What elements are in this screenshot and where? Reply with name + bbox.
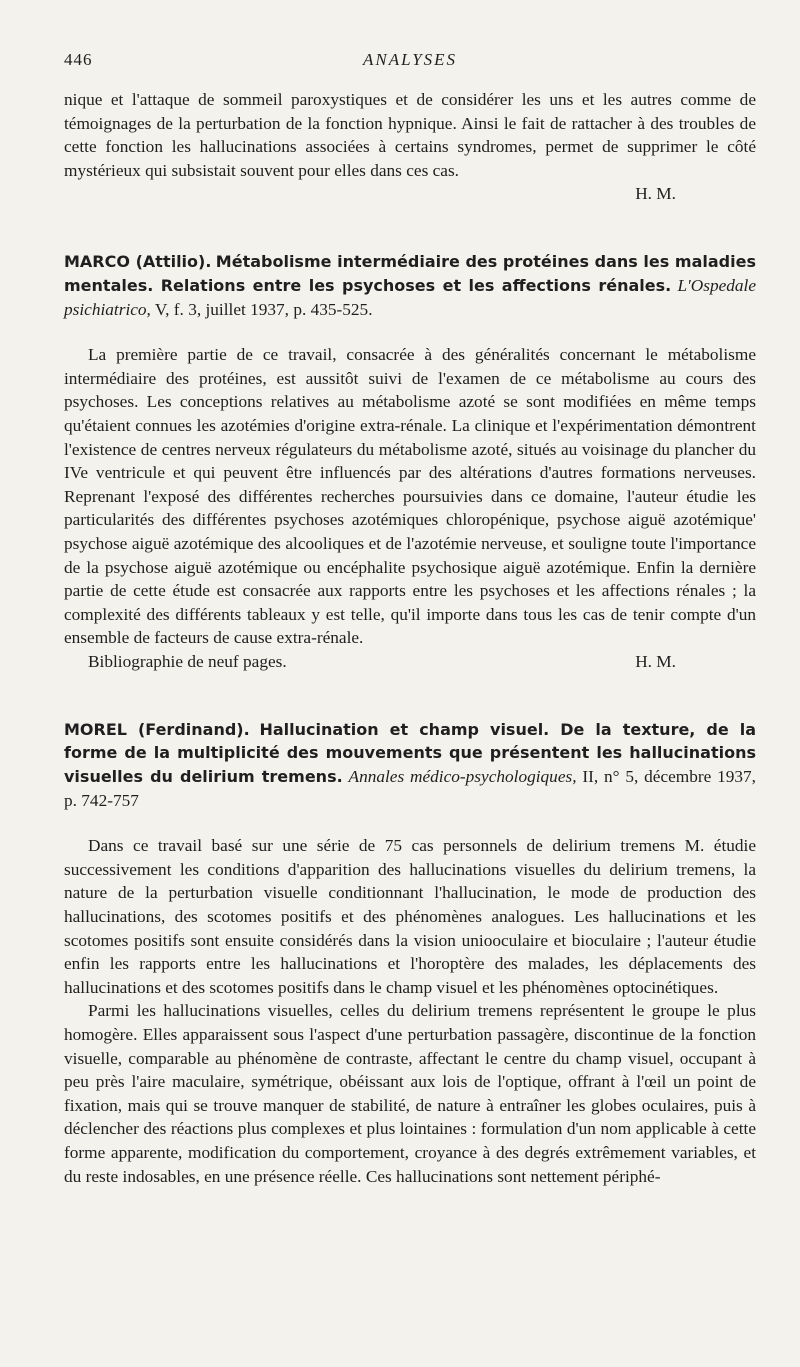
entry-marco-body: La première partie de ce travail, consacrée à des généralités concernant le métabolisme intermédiaire des protéines, est aussitôt suivi de l'examen de ce métabolisme au cours des psychoses. Les conceptions relatives au métabolisme azoté se sont modifiées en même temps qu'étaient connues les azotémies d'origine extra-rénale. La clinique et l'expérimentation démontrent l'existence de centres nerveux régulateurs du métabolisme azoté, situés au voisinage du plancher du IVe ventricule et qui peuvent être influencés par des altérations d'autres formations nerveuses. Reprenant l'exposé des différentes recherches poursuivies dans ce domaine, l'auteur étudie les particularités des différentes psychoses azotémiques chloropénique, psychose aiguë azotémique' psychose aiguë azotémique des alcooliques et de l'azotémie nerveuse, et souligne toute l'importance de la psychose aiguë azotémique ou encéphalite psychosique aiguë azotémique. Enfin la dernière partie de cette étude est consacrée aux rapports entre les psychoses et les affections rénales ; la complexité des différents tableaux y est telle, qu'il importe dans tous les cas de tenir compte d'un ensemble de facteurs de cause extra-rénale. (64, 345, 756, 648)
running-title: ANALYSES (362, 50, 458, 69)
entry-morel-title: Hallucination et champ visuel. De la texture, de la forme de la multiplicité des mouvements que présentent les hallucinations visuelles du delirium tremens. (64, 719, 757, 787)
page (64, 50, 756, 1188)
intro-paragraph: nique et l'attaque de sommeil paroxystiques et de considérer les uns et les autres comme de témoignages de la perturbation de la fonction hypnique. Ainsi le fait de rattacher à des troubles de cette fonction les hallucinations associées à certains syndromes, permet de supprimer le côté mystérieux qui subsistait souvent pour elles dans ces cas. (64, 90, 756, 180)
entry-morel-author: MOREL (Ferdinand). (64, 719, 250, 739)
entry-marco-footer (64, 650, 756, 674)
entry-morel-citation: II, n° 5, décembre 1937, p. 742-757 (64, 767, 756, 810)
entry-marco (64, 250, 756, 674)
entry-marco-heading (64, 250, 756, 321)
entry-marco-signature: H. M. (635, 651, 676, 671)
entry-morel-paragraph-1: Dans ce travail basé sur une série de 75 cas personnels de delirium tremens M. étudie successivement les conditions d'apparition des hallucinations visuelles du delirium tremens, la nature de la perturbation visuelle conditionnant l'hallucination, le mode de production des hallucinations, des scotomes positifs et des phénomènes analogues. Les hallucinations et les scotomes positifs sont ensuite considérés dans la vision uniooculaire et bioculaire ; l'auteur étudie enfin les rapports entre les hallucinations et l'horoptère des malades, les déplacements des hallucinations et des scotomes positifs dans le champ visuel et les phénomènes optocinétiques. (64, 836, 756, 997)
intro-signature: H. M. (635, 184, 676, 204)
entry-marco-bibliography: Bibliographie de neuf pages. (88, 651, 287, 671)
entry-morel (64, 718, 756, 1188)
entry-morel-heading (64, 718, 756, 812)
entry-morel-journal: Annales médico-psychologiques, (348, 767, 577, 787)
entry-marco-author: MARCO (Attilio). (64, 252, 212, 272)
entry-marco-journal: L'Ospedale psichiatrico, (64, 275, 757, 319)
entry-morel-paragraph-2: Parmi les hallucinations visuelles, celles du delirium tremens représentent le groupe le plus homogère. Elles apparaissent sous l'aspect d'une perturbation passagère, discontinue de la fonction visuelle, comparable au phénomène de contraste, affectant le centre du champ visuel, occupant à peu près l'aire maculaire, symétrique, obéissant aux lois de l'optique, offrant à l'œil un point de fixation, mais qui se trouve manquer de stabilité, de nature à entraîner les globes oculaires, puis à déclencher des réactions plus complexes et plus lointaines : formulation d'un nom applicable à cette forme apparente, modification du comportement, croyance à des degrés extrêmement variables, et du reste indosables, en une présence réelle. Ces hallucinations sont nettement périphé- (64, 1001, 756, 1186)
entry-marco-title: Métabolisme intermédiaire des protéines dans les maladies mentales. Relations entre les psychoses et les affections rénales. (64, 252, 756, 295)
page-number: 446 (64, 50, 93, 69)
running-head (64, 50, 756, 78)
entry-marco-citation: V, f. 3, juillet 1937, p. 435-525. (154, 299, 373, 319)
